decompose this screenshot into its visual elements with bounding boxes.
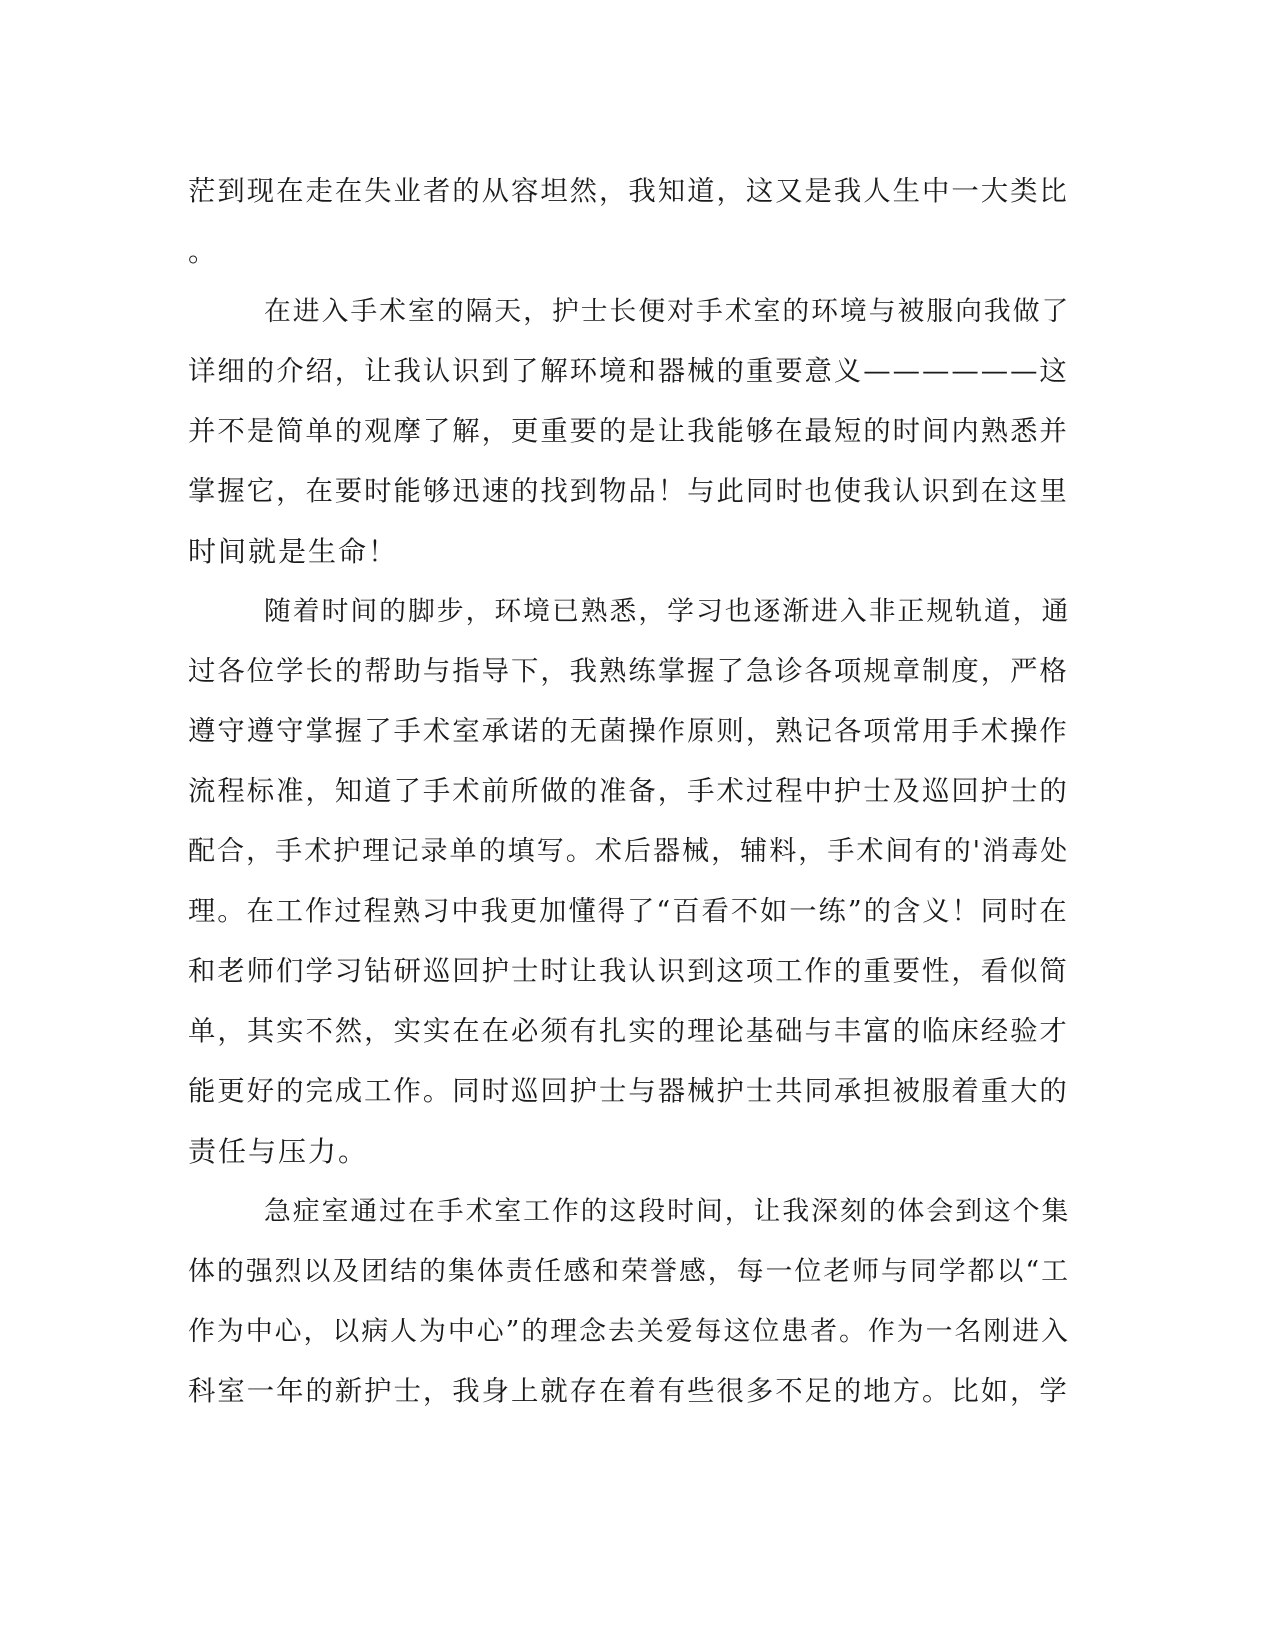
text-line: 掌握它，在要时能够迅速的找到物品！与此同时也使我认识到在这里 <box>188 476 1069 507</box>
text-line: 遵守遵守掌握了手术室承诺的无菌操作原则，熟记各项常用手术操作 <box>188 716 1069 747</box>
text-line: 并不是简单的观摩了解，更重要的是让我能够在最短的时间内熟悉并 <box>188 416 1069 447</box>
text-line: 单，其实不然，实实在在必须有扎实的理论基础与丰富的临床经验才 <box>188 1016 1069 1047</box>
text-line: 能更好的完成工作。同时巡回护士与器械护士共同承担被服着重大的 <box>188 1076 1069 1107</box>
text-line: 和老师们学习钻研巡回护士时让我认识到这项工作的重要性，看似简 <box>188 956 1069 987</box>
text-line: 在进入手术室的隔天，护士长便对手术室的环境与被服向我做了 <box>264 296 1071 327</box>
text-line: 随着时间的脚步，环境已熟悉，学习也逐渐进入非正规轨道，通 <box>264 596 1071 627</box>
text-line: 配合，手术护理记录单的填写。术后器械，辅料，手术间有的'消毒处 <box>188 836 1070 867</box>
text-line: 理。在工作过程熟习中我更加懂得了“百看不如一练”的含义！同时在 <box>188 896 1069 927</box>
text-line: 。 <box>188 235 219 268</box>
text-line: 体的强烈以及团结的集体责任感和荣誉感，每一位老师与同学都以“工 <box>188 1256 1070 1287</box>
document-body <box>188 162 1071 1422</box>
text-line: 流程标准，知道了手术前所做的准备，手术过程中护士及巡回护士的 <box>188 776 1069 807</box>
text-line: 过各位学长的帮助与指导下，我熟练掌握了急诊各项规章制度，严格 <box>188 656 1069 687</box>
text-line: 责任与压力。 <box>188 1135 369 1168</box>
text-line: 作为中心，以病人为中心”的理念去关爱每这位患者。作为一名刚进入 <box>188 1316 1070 1347</box>
text-line: 茫到现在走在失业者的从容坦然，我知道，这又是我人生中一大类比 <box>188 176 1069 207</box>
text-line: 时间就是生命！ <box>188 535 399 568</box>
text-line: 科室一年的新护士，我身上就存在着有些很多不足的地方。比如，学 <box>188 1376 1069 1407</box>
text-line: 详细的介绍，让我认识到了解环境和器械的重要意义——————这 <box>188 356 1069 387</box>
text-line: 急症室通过在手术室工作的这段时间，让我深刻的体会到这个集 <box>264 1196 1071 1227</box>
